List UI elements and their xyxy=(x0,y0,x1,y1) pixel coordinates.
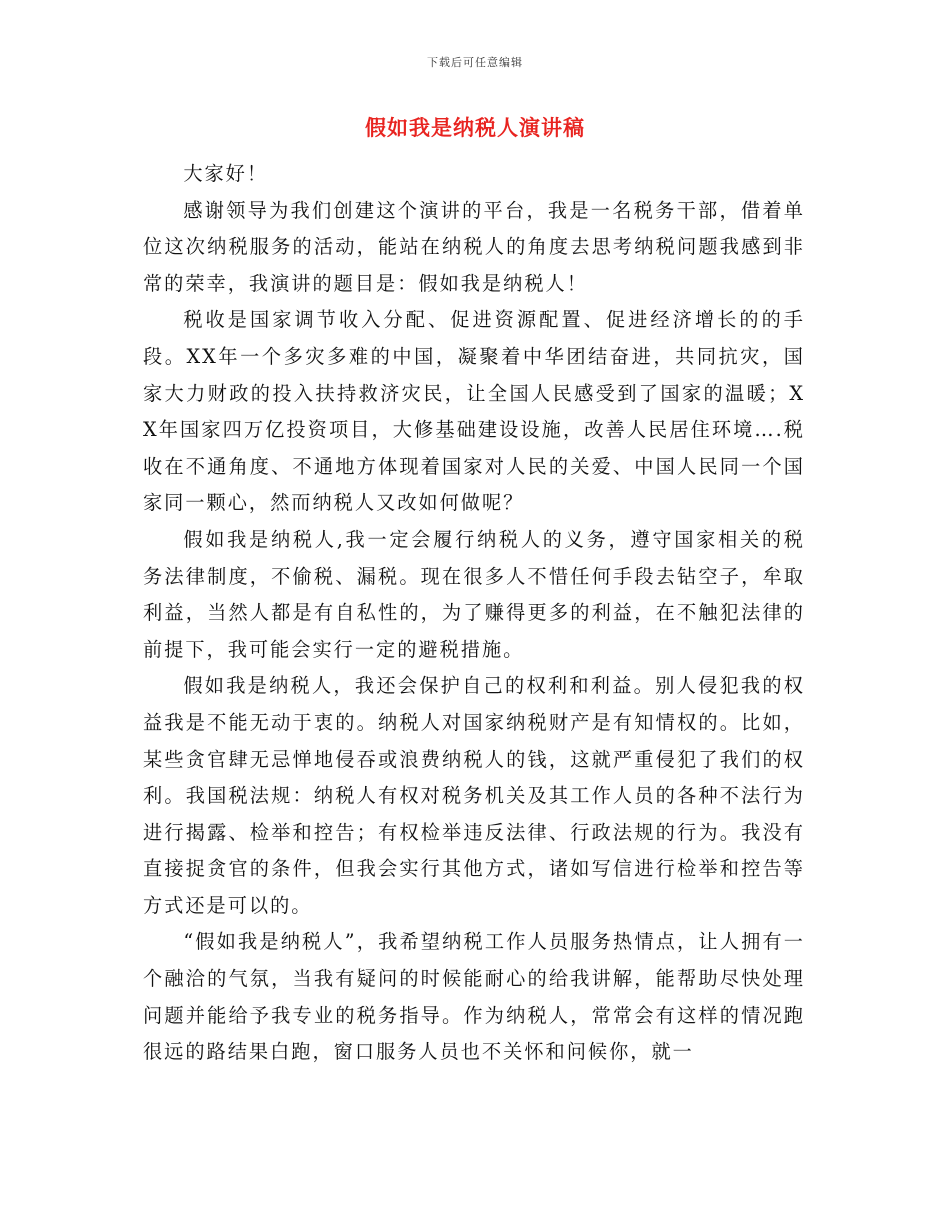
paragraph-greeting: 大家好！ xyxy=(183,162,269,185)
page-header-note: 下载后可任意编辑 xyxy=(427,56,523,69)
document-body xyxy=(143,156,805,1071)
paragraph-taxpayer-duty: 假如我是纳税人,我一定会履行纳税人的义务，遵守国家相关的税务法律制度，不偷税、漏税。现在很多人不惜任何手段去钻空子，牟取利益，当然人都是有自私性的，为了赚得更多的利益，在不触犯法律的前提下，我可能会实行一定的避税措施。 xyxy=(143,527,805,661)
paragraph-introduction: 感谢领导为我们创建这个演讲的平台，我是一名税务干部，借着单位这次纳税服务的活动，能站在纳税人的角度去思考纳税问题我感到非常的荣幸，我演讲的题目是：假如我是纳税人！ xyxy=(143,198,805,295)
paragraph-tax-role: 税收是国家调节收入分配、促进资源配置、促进经济增长的的手段。XX年一个多灾多难的中国，凝聚着中华团结奋进，共同抗灾，国家大力财政的投入扶持救济灾民，让全国人民感受到了国家的温暖；XX年国家四万亿投资项目，大修基础建设设施，改善人民居住环境….税收在不通角度、不通地方体现着国家对人民的关爱、中国人民同一个国家同一颗心，然而纳税人又改如何做呢？ xyxy=(143,308,805,515)
paragraph-taxpayer-rights: 假如我是纳税人，我还会保护自己的权利和利益。别人侵犯我的权益我是不能无动于衷的。纳税人对国家纳税财产是有知情权的。比如，某些贪官肆无忌惮地侵吞或浪费纳税人的钱，这就严重侵犯了我们的权利。我国税法规：纳税人有权对税务机关及其工作人员的各种不法行为进行揭露、检举和控告；有权检举违反法律、行政法规的行为。我没有直接捉贪官的条件，但我会实行其他方式，诸如写信进行检举和控告等方式还是可以的。 xyxy=(143,674,805,917)
document-title: 假如我是纳税人演讲稿 xyxy=(365,115,585,140)
paragraph-service-expectation: “假如我是纳税人”，我希望纳税工作人员服务热情点，让人拥有一个融洽的气氛，当我有疑问的时候能耐心的给我讲解，能帮助尽快处理问题并能给予我专业的税务指导。作为纳税人，常常会有这样的情况跑很远的路结果白跑，窗口服务人员也不关怀和问候你，就一 xyxy=(143,930,805,1064)
